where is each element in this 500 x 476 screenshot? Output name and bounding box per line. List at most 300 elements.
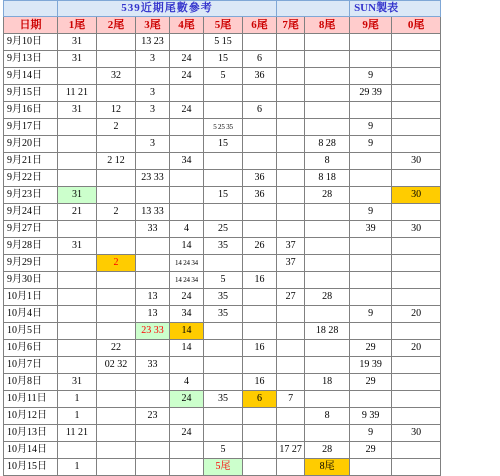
tail-7-cell[interactable]: 27 bbox=[277, 289, 305, 306]
tail-5-cell[interactable]: 35 bbox=[204, 306, 243, 323]
tail-1-cell[interactable]: 1 bbox=[58, 459, 97, 476]
tail-3-cell[interactable]: 3 bbox=[136, 136, 170, 153]
tail-3-cell[interactable] bbox=[136, 442, 170, 459]
date-cell[interactable]: 10月15日 bbox=[4, 459, 58, 476]
tail-6-cell[interactable] bbox=[243, 204, 277, 221]
tail-0-cell[interactable] bbox=[392, 68, 441, 85]
tail-1-cell[interactable]: 11 21 bbox=[58, 85, 97, 102]
tail-4-cell[interactable]: 24 bbox=[170, 391, 204, 408]
tail-0-cell[interactable] bbox=[392, 408, 441, 425]
tail-3-cell[interactable] bbox=[136, 459, 170, 476]
tail-8-cell[interactable] bbox=[305, 340, 350, 357]
tail-4-cell[interactable]: 14 bbox=[170, 323, 204, 340]
tail-4-cell[interactable]: 14 bbox=[170, 340, 204, 357]
tail-3-cell[interactable]: 13 bbox=[136, 289, 170, 306]
col-header-tail-5[interactable]: 5尾 bbox=[204, 17, 243, 34]
tail-0-cell[interactable] bbox=[392, 459, 441, 476]
col-header-date[interactable]: 日期 bbox=[4, 17, 58, 34]
tail-9-cell[interactable] bbox=[350, 102, 392, 119]
tail-8-cell[interactable] bbox=[305, 306, 350, 323]
date-cell[interactable]: 10月4日 bbox=[4, 306, 58, 323]
tail-4-cell[interactable] bbox=[170, 136, 204, 153]
tail-9-cell[interactable]: 9 bbox=[350, 204, 392, 221]
tail-8-cell[interactable] bbox=[305, 238, 350, 255]
tail-9-cell[interactable]: 9 bbox=[350, 119, 392, 136]
tail-5-cell[interactable]: 15 bbox=[204, 51, 243, 68]
tail-2-cell[interactable] bbox=[97, 34, 136, 51]
tail-4-cell[interactable]: 14 24 34 bbox=[170, 272, 204, 289]
tail-2-cell[interactable]: 2 bbox=[97, 119, 136, 136]
tail-4-cell[interactable] bbox=[170, 187, 204, 204]
sheet-maker[interactable]: SUN製表 bbox=[350, 1, 441, 17]
tail-6-cell[interactable] bbox=[243, 255, 277, 272]
tail-4-cell[interactable] bbox=[170, 459, 204, 476]
date-cell[interactable]: 9月20日 bbox=[4, 136, 58, 153]
date-cell[interactable]: 9月22日 bbox=[4, 170, 58, 187]
tail-0-cell[interactable] bbox=[392, 51, 441, 68]
tail-4-cell[interactable]: 14 bbox=[170, 238, 204, 255]
tail-2-cell[interactable] bbox=[97, 323, 136, 340]
tail-7-cell[interactable]: 17 27 bbox=[277, 442, 305, 459]
tail-7-cell[interactable] bbox=[277, 323, 305, 340]
tail-3-cell[interactable] bbox=[136, 374, 170, 391]
tail-6-cell[interactable] bbox=[243, 425, 277, 442]
tail-3-cell[interactable] bbox=[136, 340, 170, 357]
tail-6-cell[interactable] bbox=[243, 357, 277, 374]
tail-8-cell[interactable] bbox=[305, 119, 350, 136]
tail-3-cell[interactable]: 13 33 bbox=[136, 204, 170, 221]
tail-2-cell[interactable] bbox=[97, 306, 136, 323]
tail-1-cell[interactable]: 31 bbox=[58, 34, 97, 51]
tail-8-cell[interactable]: 8 28 bbox=[305, 136, 350, 153]
date-cell[interactable]: 9月27日 bbox=[4, 221, 58, 238]
tail-0-cell[interactable] bbox=[392, 204, 441, 221]
tail-0-cell[interactable] bbox=[392, 255, 441, 272]
tail-5-cell[interactable]: 5 15 bbox=[204, 34, 243, 51]
tail-7-cell[interactable] bbox=[277, 170, 305, 187]
tail-0-cell[interactable]: 30 bbox=[392, 425, 441, 442]
tail-3-cell[interactable] bbox=[136, 391, 170, 408]
tail-9-cell[interactable]: 9 bbox=[350, 68, 392, 85]
tail-4-cell[interactable]: 4 bbox=[170, 221, 204, 238]
tail-0-cell[interactable] bbox=[392, 323, 441, 340]
tail-9-cell[interactable] bbox=[350, 391, 392, 408]
tail-1-cell[interactable]: 11 21 bbox=[58, 425, 97, 442]
tail-3-cell[interactable]: 13 bbox=[136, 306, 170, 323]
tail-7-cell[interactable] bbox=[277, 153, 305, 170]
date-cell[interactable]: 9月23日 bbox=[4, 187, 58, 204]
tail-9-cell[interactable] bbox=[350, 34, 392, 51]
tail-1-cell[interactable] bbox=[58, 68, 97, 85]
tail-2-cell[interactable] bbox=[97, 408, 136, 425]
tail-2-cell[interactable] bbox=[97, 459, 136, 476]
tail-9-cell[interactable] bbox=[350, 51, 392, 68]
tail-9-cell[interactable]: 29 bbox=[350, 374, 392, 391]
tail-1-cell[interactable] bbox=[58, 340, 97, 357]
tail-6-cell[interactable] bbox=[243, 136, 277, 153]
tail-0-cell[interactable] bbox=[392, 34, 441, 51]
tail-1-cell[interactable] bbox=[58, 323, 97, 340]
tail-9-cell[interactable]: 29 39 bbox=[350, 85, 392, 102]
tail-5-cell[interactable] bbox=[204, 170, 243, 187]
tail-1-cell[interactable] bbox=[58, 153, 97, 170]
tail-0-cell[interactable] bbox=[392, 289, 441, 306]
tail-7-cell[interactable]: 37 bbox=[277, 255, 305, 272]
tail-8-cell[interactable]: 28 bbox=[305, 442, 350, 459]
date-cell[interactable]: 9月24日 bbox=[4, 204, 58, 221]
date-cell[interactable]: 9月15日 bbox=[4, 85, 58, 102]
tail-1-cell[interactable]: 31 bbox=[58, 102, 97, 119]
date-cell[interactable]: 10月7日 bbox=[4, 357, 58, 374]
tail-9-cell[interactable]: 29 bbox=[350, 340, 392, 357]
tail-9-cell[interactable]: 9 bbox=[350, 306, 392, 323]
tail-9-cell[interactable] bbox=[350, 255, 392, 272]
date-cell[interactable]: 10月1日 bbox=[4, 289, 58, 306]
col-header-tail-0[interactable]: 0尾 bbox=[392, 17, 441, 34]
tail-7-cell[interactable] bbox=[277, 34, 305, 51]
tail-6-cell[interactable]: 16 bbox=[243, 272, 277, 289]
tail-4-cell[interactable] bbox=[170, 442, 204, 459]
tail-4-cell[interactable]: 34 bbox=[170, 306, 204, 323]
tail-6-cell[interactable] bbox=[243, 85, 277, 102]
tail-2-cell[interactable]: 12 bbox=[97, 102, 136, 119]
tail-5-cell[interactable]: 35 bbox=[204, 289, 243, 306]
tail-7-cell[interactable] bbox=[277, 85, 305, 102]
tail-2-cell[interactable] bbox=[97, 136, 136, 153]
tail-4-cell[interactable]: 14 24 34 bbox=[170, 255, 204, 272]
tail-3-cell[interactable]: 33 bbox=[136, 221, 170, 238]
tail-7-cell[interactable] bbox=[277, 340, 305, 357]
tail-0-cell[interactable] bbox=[392, 102, 441, 119]
tail-4-cell[interactable]: 34 bbox=[170, 153, 204, 170]
tail-1-cell[interactable] bbox=[58, 255, 97, 272]
tail-6-cell[interactable] bbox=[243, 408, 277, 425]
tail-5-cell[interactable]: 35 bbox=[204, 238, 243, 255]
tail-9-cell[interactable] bbox=[350, 289, 392, 306]
tail-3-cell[interactable] bbox=[136, 238, 170, 255]
tail-7-cell[interactable] bbox=[277, 119, 305, 136]
tail-5-cell[interactable] bbox=[204, 408, 243, 425]
tail-8-cell[interactable]: 18 bbox=[305, 374, 350, 391]
tail-8-cell[interactable] bbox=[305, 85, 350, 102]
tail-7-cell[interactable] bbox=[277, 357, 305, 374]
date-cell[interactable]: 9月29日 bbox=[4, 255, 58, 272]
tail-7-cell[interactable] bbox=[277, 102, 305, 119]
tail-0-cell[interactable] bbox=[392, 374, 441, 391]
tail-0-cell[interactable]: 20 bbox=[392, 306, 441, 323]
tail-9-cell[interactable]: 9 bbox=[350, 425, 392, 442]
tail-2-cell[interactable] bbox=[97, 85, 136, 102]
tail-6-cell[interactable]: 6 bbox=[243, 51, 277, 68]
tail-1-cell[interactable] bbox=[58, 442, 97, 459]
tail-0-cell[interactable]: 20 bbox=[392, 340, 441, 357]
tail-8-cell[interactable] bbox=[305, 425, 350, 442]
tail-1-cell[interactable] bbox=[58, 119, 97, 136]
col-header-tail-6[interactable]: 6尾 bbox=[243, 17, 277, 34]
tail-6-cell[interactable] bbox=[243, 34, 277, 51]
tail-9-cell[interactable] bbox=[350, 459, 392, 476]
tail-1-cell[interactable] bbox=[58, 357, 97, 374]
tail-0-cell[interactable] bbox=[392, 85, 441, 102]
tail-6-cell[interactable]: 26 bbox=[243, 238, 277, 255]
date-cell[interactable]: 9月10日 bbox=[4, 34, 58, 51]
tail-7-cell[interactable] bbox=[277, 272, 305, 289]
tail-6-cell[interactable]: 36 bbox=[243, 68, 277, 85]
tail-1-cell[interactable] bbox=[58, 272, 97, 289]
tail-1-cell[interactable] bbox=[58, 306, 97, 323]
tail-7-cell[interactable] bbox=[277, 459, 305, 476]
tail-9-cell[interactable] bbox=[350, 323, 392, 340]
tail-6-cell[interactable]: 36 bbox=[243, 187, 277, 204]
date-cell[interactable]: 9月17日 bbox=[4, 119, 58, 136]
date-cell[interactable]: 10月12日 bbox=[4, 408, 58, 425]
tail-3-cell[interactable] bbox=[136, 255, 170, 272]
tail-4-cell[interactable] bbox=[170, 170, 204, 187]
tail-8-cell[interactable]: 18 28 bbox=[305, 323, 350, 340]
tail-1-cell[interactable] bbox=[58, 170, 97, 187]
tail-7-cell[interactable]: 7 bbox=[277, 391, 305, 408]
tail-2-cell[interactable]: 02 32 bbox=[97, 357, 136, 374]
tail-8-cell[interactable]: 8 bbox=[305, 408, 350, 425]
tail-7-cell[interactable] bbox=[277, 187, 305, 204]
col-header-tail-4[interactable]: 4尾 bbox=[170, 17, 204, 34]
tail-5-cell[interactable] bbox=[204, 85, 243, 102]
tail-9-cell[interactable]: 19 39 bbox=[350, 357, 392, 374]
date-cell[interactable]: 10月8日 bbox=[4, 374, 58, 391]
tail-4-cell[interactable]: 24 bbox=[170, 425, 204, 442]
tail-0-cell[interactable] bbox=[392, 238, 441, 255]
tail-5-cell[interactable] bbox=[204, 255, 243, 272]
tail-0-cell[interactable]: 30 bbox=[392, 221, 441, 238]
col-header-tail-8[interactable]: 8尾 bbox=[305, 17, 350, 34]
col-header-tail-9[interactable]: 9尾 bbox=[350, 17, 392, 34]
tail-8-cell[interactable] bbox=[305, 391, 350, 408]
tail-3-cell[interactable] bbox=[136, 425, 170, 442]
tail-0-cell[interactable] bbox=[392, 170, 441, 187]
tail-2-cell[interactable] bbox=[97, 238, 136, 255]
tail-2-cell[interactable]: 32 bbox=[97, 68, 136, 85]
tail-8-cell[interactable] bbox=[305, 357, 350, 374]
date-cell[interactable]: 9月13日 bbox=[4, 51, 58, 68]
tail-7-cell[interactable] bbox=[277, 204, 305, 221]
col-header-tail-3[interactable]: 3尾 bbox=[136, 17, 170, 34]
tail-3-cell[interactable] bbox=[136, 187, 170, 204]
tail-0-cell[interactable] bbox=[392, 136, 441, 153]
tail-4-cell[interactable] bbox=[170, 85, 204, 102]
tail-6-cell[interactable]: 6 bbox=[243, 102, 277, 119]
date-cell[interactable]: 10月6日 bbox=[4, 340, 58, 357]
tail-8-cell[interactable]: 8尾 bbox=[305, 459, 350, 476]
tail-5-cell[interactable]: 5 bbox=[204, 442, 243, 459]
tail-7-cell[interactable]: 37 bbox=[277, 238, 305, 255]
tail-1-cell[interactable]: 1 bbox=[58, 408, 97, 425]
tail-4-cell[interactable] bbox=[170, 34, 204, 51]
tail-2-cell[interactable]: 22 bbox=[97, 340, 136, 357]
tail-6-cell[interactable]: 16 bbox=[243, 340, 277, 357]
tail-4-cell[interactable] bbox=[170, 204, 204, 221]
tail-5-cell[interactable]: 35 bbox=[204, 391, 243, 408]
tail-3-cell[interactable]: 3 bbox=[136, 85, 170, 102]
tail-0-cell[interactable] bbox=[392, 272, 441, 289]
tail-5-cell[interactable]: 15 bbox=[204, 187, 243, 204]
tail-4-cell[interactable] bbox=[170, 119, 204, 136]
tail-5-cell[interactable] bbox=[204, 323, 243, 340]
tail-8-cell[interactable]: 8 18 bbox=[305, 170, 350, 187]
tail-1-cell[interactable]: 31 bbox=[58, 374, 97, 391]
tail-9-cell[interactable]: 29 bbox=[350, 442, 392, 459]
tail-4-cell[interactable]: 24 bbox=[170, 102, 204, 119]
tail-8-cell[interactable] bbox=[305, 68, 350, 85]
tail-4-cell[interactable]: 4 bbox=[170, 374, 204, 391]
tail-8-cell[interactable] bbox=[305, 51, 350, 68]
tail-5-cell[interactable] bbox=[204, 374, 243, 391]
tail-5-cell[interactable]: 25 bbox=[204, 221, 243, 238]
tail-6-cell[interactable] bbox=[243, 323, 277, 340]
tail-3-cell[interactable] bbox=[136, 272, 170, 289]
tail-7-cell[interactable] bbox=[277, 68, 305, 85]
tail-3-cell[interactable]: 3 bbox=[136, 102, 170, 119]
col-header-tail-1[interactable]: 1尾 bbox=[58, 17, 97, 34]
tail-3-cell[interactable]: 3 bbox=[136, 51, 170, 68]
date-cell[interactable]: 9月30日 bbox=[4, 272, 58, 289]
tail-8-cell[interactable] bbox=[305, 102, 350, 119]
tail-5-cell[interactable]: 5 25 35 bbox=[204, 119, 243, 136]
tail-6-cell[interactable]: 36 bbox=[243, 170, 277, 187]
tail-2-cell[interactable]: 2 12 bbox=[97, 153, 136, 170]
tail-7-cell[interactable] bbox=[277, 51, 305, 68]
tail-1-cell[interactable]: 31 bbox=[58, 187, 97, 204]
col-header-tail-7[interactable]: 7尾 bbox=[277, 17, 305, 34]
tail-6-cell[interactable]: 6 bbox=[243, 391, 277, 408]
tail-3-cell[interactable] bbox=[136, 153, 170, 170]
tail-5-cell[interactable]: 15 bbox=[204, 136, 243, 153]
tail-0-cell[interactable]: 30 bbox=[392, 153, 441, 170]
tail-2-cell[interactable] bbox=[97, 374, 136, 391]
tail-8-cell[interactable] bbox=[305, 34, 350, 51]
date-cell[interactable]: 9月16日 bbox=[4, 102, 58, 119]
tail-9-cell[interactable] bbox=[350, 170, 392, 187]
tail-5-cell[interactable]: 5 bbox=[204, 68, 243, 85]
tail-1-cell[interactable]: 31 bbox=[58, 51, 97, 68]
tail-1-cell[interactable]: 21 bbox=[58, 204, 97, 221]
tail-7-cell[interactable] bbox=[277, 408, 305, 425]
title-spacer-cell[interactable] bbox=[277, 1, 350, 17]
tail-5-cell[interactable]: 5尾 bbox=[204, 459, 243, 476]
tail-2-cell[interactable] bbox=[97, 391, 136, 408]
tail-8-cell[interactable]: 28 bbox=[305, 187, 350, 204]
tail-3-cell[interactable]: 23 bbox=[136, 408, 170, 425]
tail-0-cell[interactable] bbox=[392, 442, 441, 459]
tail-2-cell[interactable] bbox=[97, 170, 136, 187]
tail-6-cell[interactable] bbox=[243, 442, 277, 459]
tail-5-cell[interactable] bbox=[204, 340, 243, 357]
tail-4-cell[interactable]: 24 bbox=[170, 51, 204, 68]
tail-5-cell[interactable] bbox=[204, 153, 243, 170]
tail-9-cell[interactable]: 9 bbox=[350, 136, 392, 153]
tail-2-cell[interactable] bbox=[97, 221, 136, 238]
tail-8-cell[interactable]: 8 bbox=[305, 153, 350, 170]
tail-6-cell[interactable] bbox=[243, 306, 277, 323]
tail-2-cell[interactable] bbox=[97, 272, 136, 289]
tail-6-cell[interactable] bbox=[243, 119, 277, 136]
tail-2-cell[interactable] bbox=[97, 51, 136, 68]
tail-9-cell[interactable]: 39 bbox=[350, 221, 392, 238]
tail-5-cell[interactable] bbox=[204, 102, 243, 119]
date-cell[interactable]: 10月5日 bbox=[4, 323, 58, 340]
tail-4-cell[interactable] bbox=[170, 408, 204, 425]
tail-2-cell[interactable] bbox=[97, 187, 136, 204]
title-blank-cell[interactable] bbox=[4, 1, 58, 17]
tail-4-cell[interactable]: 24 bbox=[170, 68, 204, 85]
date-cell[interactable]: 9月28日 bbox=[4, 238, 58, 255]
tail-0-cell[interactable] bbox=[392, 357, 441, 374]
tail-7-cell[interactable] bbox=[277, 221, 305, 238]
tail-1-cell[interactable] bbox=[58, 221, 97, 238]
tail-5-cell[interactable] bbox=[204, 357, 243, 374]
tail-6-cell[interactable] bbox=[243, 153, 277, 170]
tail-6-cell[interactable] bbox=[243, 289, 277, 306]
tail-0-cell[interactable] bbox=[392, 119, 441, 136]
date-cell[interactable]: 9月14日 bbox=[4, 68, 58, 85]
date-cell[interactable]: 10月14日 bbox=[4, 442, 58, 459]
tail-7-cell[interactable] bbox=[277, 374, 305, 391]
tail-5-cell[interactable] bbox=[204, 425, 243, 442]
tail-8-cell[interactable] bbox=[305, 272, 350, 289]
date-cell[interactable]: 10月11日 bbox=[4, 391, 58, 408]
tail-6-cell[interactable] bbox=[243, 459, 277, 476]
tail-1-cell[interactable] bbox=[58, 136, 97, 153]
tail-6-cell[interactable]: 16 bbox=[243, 374, 277, 391]
tail-2-cell[interactable]: 2 bbox=[97, 255, 136, 272]
date-cell[interactable]: 9月21日 bbox=[4, 153, 58, 170]
tail-3-cell[interactable] bbox=[136, 119, 170, 136]
tail-9-cell[interactable] bbox=[350, 187, 392, 204]
tail-4-cell[interactable] bbox=[170, 357, 204, 374]
tail-3-cell[interactable]: 13 23 bbox=[136, 34, 170, 51]
tail-9-cell[interactable] bbox=[350, 153, 392, 170]
tail-1-cell[interactable]: 31 bbox=[58, 238, 97, 255]
tail-9-cell[interactable]: 9 39 bbox=[350, 408, 392, 425]
tail-9-cell[interactable] bbox=[350, 272, 392, 289]
tail-7-cell[interactable] bbox=[277, 425, 305, 442]
tail-7-cell[interactable] bbox=[277, 136, 305, 153]
tail-2-cell[interactable] bbox=[97, 289, 136, 306]
tail-8-cell[interactable] bbox=[305, 221, 350, 238]
tail-3-cell[interactable]: 23 33 bbox=[136, 323, 170, 340]
tail-2-cell[interactable]: 2 bbox=[97, 204, 136, 221]
tail-0-cell[interactable] bbox=[392, 391, 441, 408]
date-cell[interactable]: 10月13日 bbox=[4, 425, 58, 442]
tail-7-cell[interactable] bbox=[277, 306, 305, 323]
tail-2-cell[interactable] bbox=[97, 425, 136, 442]
tail-3-cell[interactable] bbox=[136, 68, 170, 85]
tail-5-cell[interactable]: 5 bbox=[204, 272, 243, 289]
tail-4-cell[interactable]: 24 bbox=[170, 289, 204, 306]
tail-5-cell[interactable] bbox=[204, 204, 243, 221]
tail-1-cell[interactable]: 1 bbox=[58, 391, 97, 408]
tail-8-cell[interactable] bbox=[305, 204, 350, 221]
sheet-title[interactable]: 539近期尾數參考 bbox=[58, 1, 277, 17]
tail-3-cell[interactable]: 23 33 bbox=[136, 170, 170, 187]
tail-1-cell[interactable] bbox=[58, 289, 97, 306]
tail-8-cell[interactable]: 28 bbox=[305, 289, 350, 306]
tail-2-cell[interactable] bbox=[97, 442, 136, 459]
col-header-tail-2[interactable]: 2尾 bbox=[97, 17, 136, 34]
tail-8-cell[interactable] bbox=[305, 255, 350, 272]
tail-6-cell[interactable] bbox=[243, 221, 277, 238]
tail-9-cell[interactable] bbox=[350, 238, 392, 255]
tail-0-cell[interactable]: 30 bbox=[392, 187, 441, 204]
